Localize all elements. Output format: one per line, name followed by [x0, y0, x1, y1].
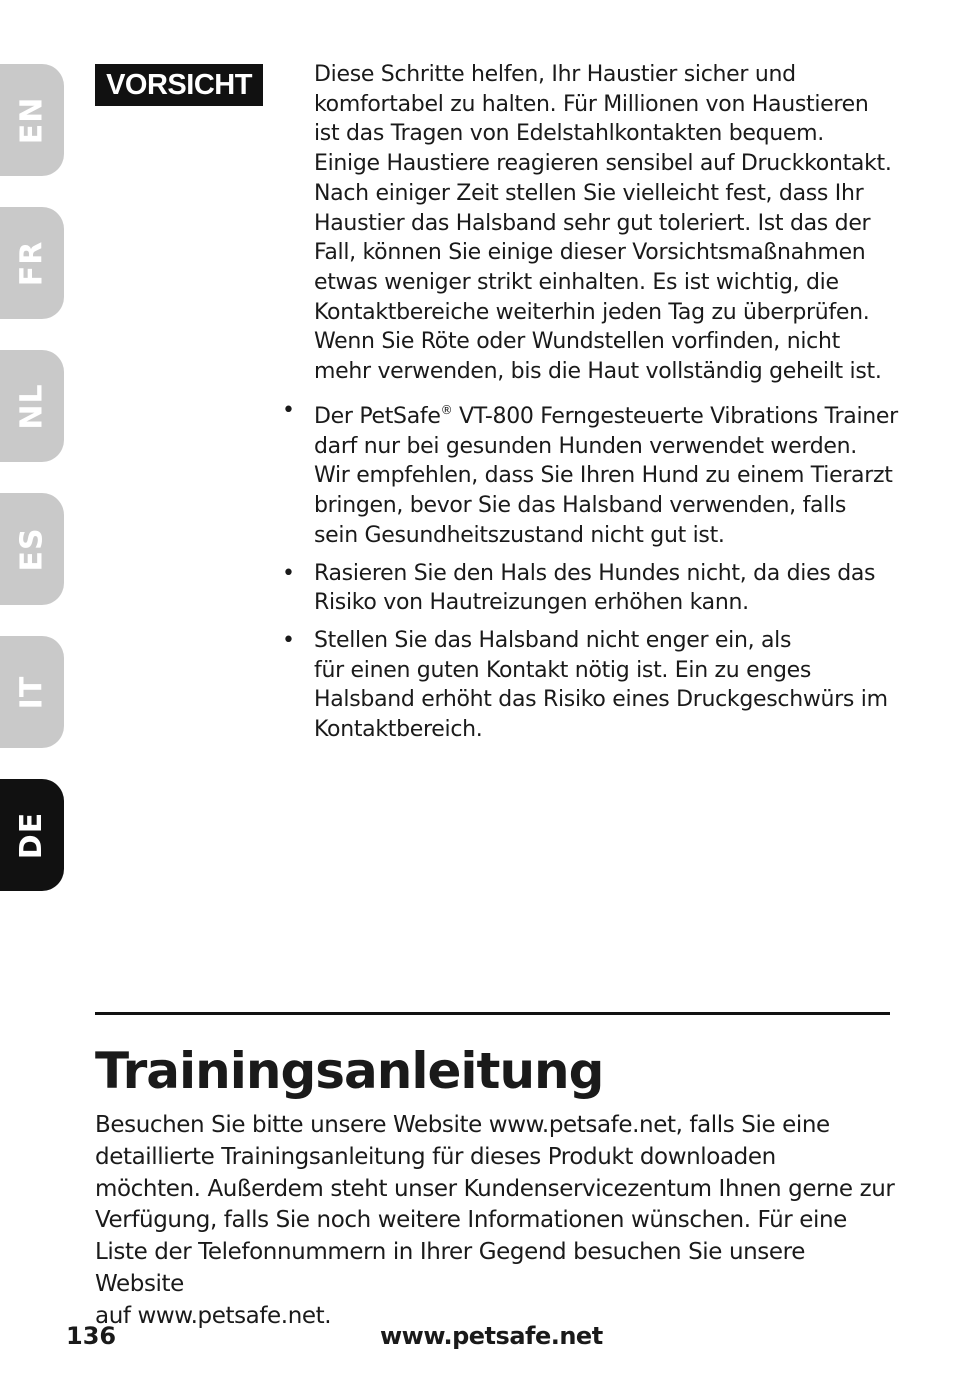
- bullet-line: [314, 404, 898, 429]
- bullet-line: Risiko von Hautreizungen erhöhen kann.: [314, 590, 749, 616]
- bullet-text: Der PetSafe: [314, 404, 441, 429]
- language-tab-en[interactable]: [0, 64, 64, 176]
- section-divider: [95, 1012, 890, 1015]
- training-line: Verfügung, falls Sie noch weitere Informationen wünschen. Für eine: [95, 1207, 847, 1234]
- caution-line: komfortabel zu halten. Für Millionen von Haustieren: [314, 91, 869, 117]
- language-tab-label: FR: [14, 240, 50, 286]
- bullet-line: Wir empfehlen, dass Sie Ihren Hund zu einem Tierarzt: [314, 463, 893, 489]
- section-title: Trainingsanleitung: [95, 1042, 604, 1100]
- bullet-line: Halsband erhöht das Risiko eines Druckgeschwürs im: [314, 687, 888, 713]
- bullet-line: bringen, bevor Sie das Halsband verwenden, falls: [314, 493, 846, 519]
- caution-line: Wenn Sie Röte oder Wundstellen vorfinden, nicht: [314, 329, 840, 355]
- caution-line: mehr verwenden, bis die Haut vollständig geheilt ist.: [314, 359, 882, 385]
- caution-line: Kontaktbereiche weiterhin jeden Tag zu überprüfen.: [314, 299, 870, 325]
- training-paragraph: [95, 1110, 895, 1333]
- caution-line: Fall, können Sie einige dieser Vorsichtsmaßnahmen: [314, 240, 866, 266]
- caution-line: etwas weniger strikt einhalten. Es ist wichtig, die: [314, 269, 839, 295]
- list-item: [282, 559, 902, 618]
- caution-line: Einige Haustiere reagieren sensibel auf Druckkontakt.: [314, 151, 892, 177]
- caution-line: Nach einiger Zeit stellen Sie vielleicht fest, dass Ihr: [314, 180, 864, 206]
- caution-bullet-list: [282, 396, 902, 753]
- language-tab-nl[interactable]: [0, 350, 64, 462]
- bullet-marker: •: [282, 560, 295, 586]
- caution-paragraph: [314, 60, 904, 387]
- registered-mark: ®: [440, 403, 453, 417]
- list-item: [282, 626, 902, 745]
- training-line: auf www.petsafe.net.: [95, 1302, 332, 1329]
- training-line: Liste der Telefonnummern in Ihrer Gegend besuchen Sie unsere Website: [95, 1239, 805, 1297]
- footer-url[interactable]: www.petsafe.net: [380, 1322, 603, 1350]
- list-item: [282, 396, 902, 551]
- language-tab-it[interactable]: [0, 636, 64, 748]
- training-line: detaillierte Trainingsanleitung für dieses Produkt downloaden: [95, 1143, 776, 1170]
- language-tab-fr[interactable]: [0, 207, 64, 319]
- bullet-marker: •: [282, 398, 295, 423]
- language-tab-label: NL: [14, 382, 50, 430]
- language-tab-label: ES: [14, 526, 50, 572]
- caution-badge: VORSICHT: [95, 64, 263, 106]
- language-tab-de[interactable]: [0, 779, 64, 891]
- bullet-line: Kontaktbereich.: [314, 717, 483, 743]
- bullet-text: VT-800 Ferngesteuerte Vibrations Trainer: [452, 404, 898, 429]
- caution-line: Haustier das Halsband sehr gut toleriert. Ist das der: [314, 210, 871, 236]
- language-tab-label: DE: [14, 811, 50, 859]
- bullet-line: sein Gesundheitszustand nicht gut ist.: [314, 522, 725, 548]
- language-tab-label: IT: [14, 675, 50, 709]
- caution-line: Diese Schritte helfen, Ihr Haustier sicher und: [314, 62, 796, 87]
- bullet-line: für einen guten Kontakt nötig ist. Ein zu enges: [314, 657, 812, 683]
- caution-line: ist das Tragen von Edelstahlkontakten bequem.: [314, 121, 824, 147]
- training-line: Besuchen Sie bitte unsere Website www.petsafe.net, falls Sie eine: [95, 1112, 830, 1138]
- bullet-line: darf nur bei gesunden Hunden verwendet werden.: [314, 433, 857, 459]
- training-line: möchten. Außerdem steht unser Kundenservicezentum Ihnen gerne zur: [95, 1175, 895, 1202]
- bullet-line: Stellen Sie das Halsband nicht enger ein, als: [314, 627, 792, 653]
- language-tab-es[interactable]: [0, 493, 64, 605]
- language-tab-label: EN: [14, 96, 50, 144]
- bullet-marker: •: [282, 627, 295, 653]
- bullet-line: Rasieren Sie den Hals des Hundes nicht, da dies das: [314, 560, 876, 586]
- page-number: 136: [66, 1322, 117, 1350]
